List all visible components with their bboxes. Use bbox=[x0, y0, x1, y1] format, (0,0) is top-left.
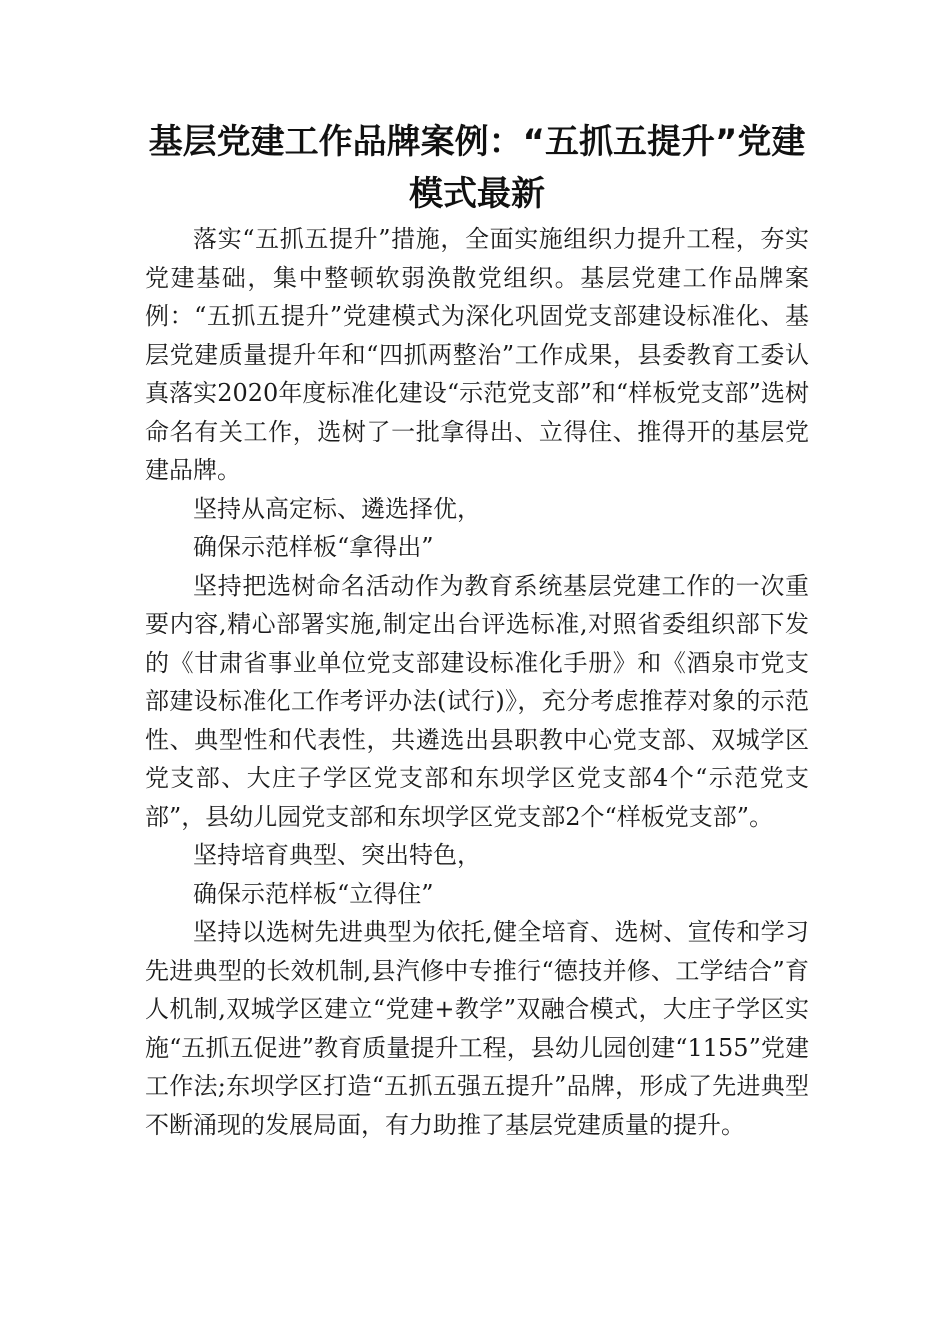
paragraph-heading-2b: 确保示范样板“立得住” bbox=[193, 879, 434, 908]
paragraph-section-2: 坚持以选树先进典型为依托,健全培育、选树、宣传和学习先进典型的长效机制,县汽修中专推行“德技并修、工学结合”育人机制,双城学区建立“党建+教学”双融合模式，大庄子学区实施“五抓五促进”教育质量提升工程，县幼儿园创建“1155”党建工作法;东坝学区打造“五抓五强五提升”品牌，形成了先进典型不断涌现的发展局面，有力助推了基层党建质量的提升。 bbox=[145, 918, 809, 1139]
document-body bbox=[145, 220, 809, 1144]
paragraph-heading-1a: 坚持从高定标、遴选择优， bbox=[193, 494, 481, 523]
paragraph-heading-2a: 坚持培育典型、突出特色， bbox=[193, 841, 481, 869]
paragraph-heading-1b: 确保示范样板“拿得出” bbox=[193, 533, 434, 561]
document-title: 基层党建工作品牌案例：“五抓五提升”党建模式最新 bbox=[148, 122, 806, 214]
paragraph-section-1: 坚持把选树命名活动作为教育系统基层党建工作的一次重要内容,精心部署实施,制定出台评选标准,对照省委组织部下发的《甘肃省事业单位党支部建设标准化手册》和《酒泉市党支部建设标准化工作考评办法(试行)》，充分考虑推荐对象的示范性、典型性和代表性，共遴选出县职教中心党支部、双城学区党支部、大庄子学区党支部和东坝学区党支部4个“示范党支部”，县幼儿园党支部和东坝学区党支部2个“样板党支部”。 bbox=[145, 571, 809, 831]
paragraph-intro: 落实“五抓五提升”措施，全面实施组织力提升工程，夯实党建基础，集中整顿软弱涣散党组织。基层党建工作品牌案例：“五抓五提升”党建模式为深化巩固党支部建设标准化、基层党建质量提升年和“四抓两整治”工作成果，县委教育工委认真落实2020年度标准化建设“示范党支部”和“样板党支部”选树命名有关工作，选树了一批拿得出、立得住、推得开的基层党建品牌。 bbox=[145, 225, 809, 484]
